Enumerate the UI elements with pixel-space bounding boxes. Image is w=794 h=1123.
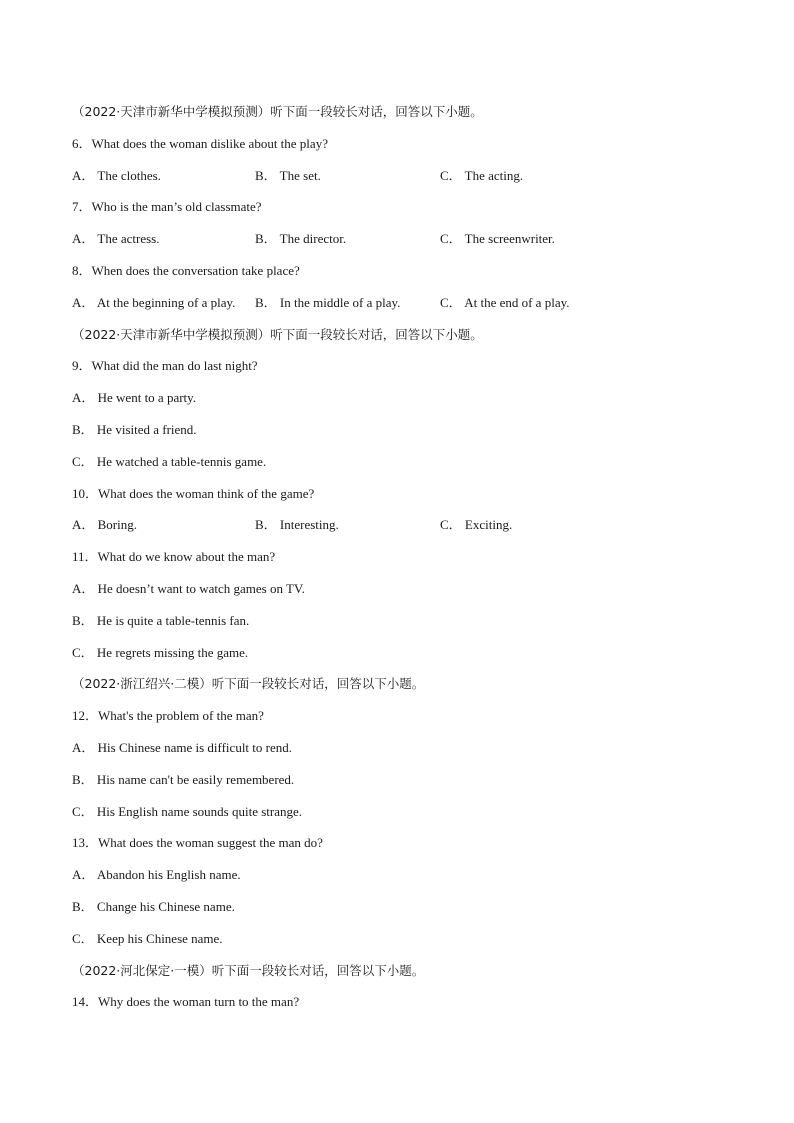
question-stem: 13．What does the woman suggest the man do? [72,835,323,851]
answer-option-a: A． He went to a party. [72,390,197,406]
section-header: （2022·天津市新华中学模拟预测）听下面一段较长对话，回答以下小题。 [72,104,483,119]
answer-option-a: A． The actress. [72,231,160,247]
section-header: （2022·天津市新华中学模拟预测）听下面一段较长对话，回答以下小题。 [72,326,483,342]
answer-option-b: B． He is quite a table-tennis fan. [72,612,250,628]
answer-option-a: A． The clothes. [72,167,161,183]
options-row [72,228,752,260]
options-row [72,514,752,546]
answer-option-a: A． Boring. [72,517,138,533]
question-stem: 12．What's the problem of the man? [72,708,264,724]
answer-option-b: B． The director. [255,231,347,247]
answer-option-a: A． He doesn’t want to watch games on TV. [72,580,305,596]
answer-option-c: C． Exciting. [440,517,513,533]
answer-option-a: A． Abandon his English name. [72,867,241,883]
answer-option-b: B． Interesting. [255,517,339,533]
answer-option-c: C． His English name sounds quite strange. [72,803,303,819]
question-stem: 11．What do we know about the man? [72,549,276,565]
answer-option-b: B． The set. [255,167,321,183]
question-stem: 9．What did the man do last night? [72,358,258,374]
answer-option-c: C． The screenwriter. [440,231,555,247]
answer-option-b: B． Change his Chinese name. [72,898,235,914]
question-stem: 6．What does the woman dislike about the play? [72,135,328,151]
exam-content [72,101,752,1023]
answer-option-a: A． At the beginning of a play. [72,294,236,310]
question-stem: 14．Why does the woman turn to the man? [72,994,300,1010]
options-row [72,292,752,324]
question-stem: 10．What does the woman think of the game? [72,485,315,501]
answer-option-c: C． He regrets missing the game. [72,644,249,660]
answer-option-c: C． Keep his Chinese name. [72,930,223,946]
options-row [72,165,752,197]
section-header: （2022·浙江绍兴·二模）听下面一段较长对话，回答以下小题。 [72,676,425,692]
question-stem: 7．Who is the man’s old classmate? [72,199,262,215]
answer-option-b: B． In the middle of a play. [255,294,401,310]
answer-option-b: B． He visited a friend. [72,421,197,437]
answer-option-b: B． His name can't be easily remembered. [72,771,295,787]
question-stem: 8．When does the conversation take place? [72,262,300,278]
answer-option-c: C． He watched a table-tennis game. [72,453,267,469]
section-header: （2022·河北保定·一模）听下面一段较长对话，回答以下小题。 [72,962,425,978]
answer-option-c: C． At the end of a play. [440,294,570,310]
answer-option-c: C． The acting. [440,167,524,183]
answer-option-a: A． His Chinese name is difficult to rend. [72,739,293,755]
